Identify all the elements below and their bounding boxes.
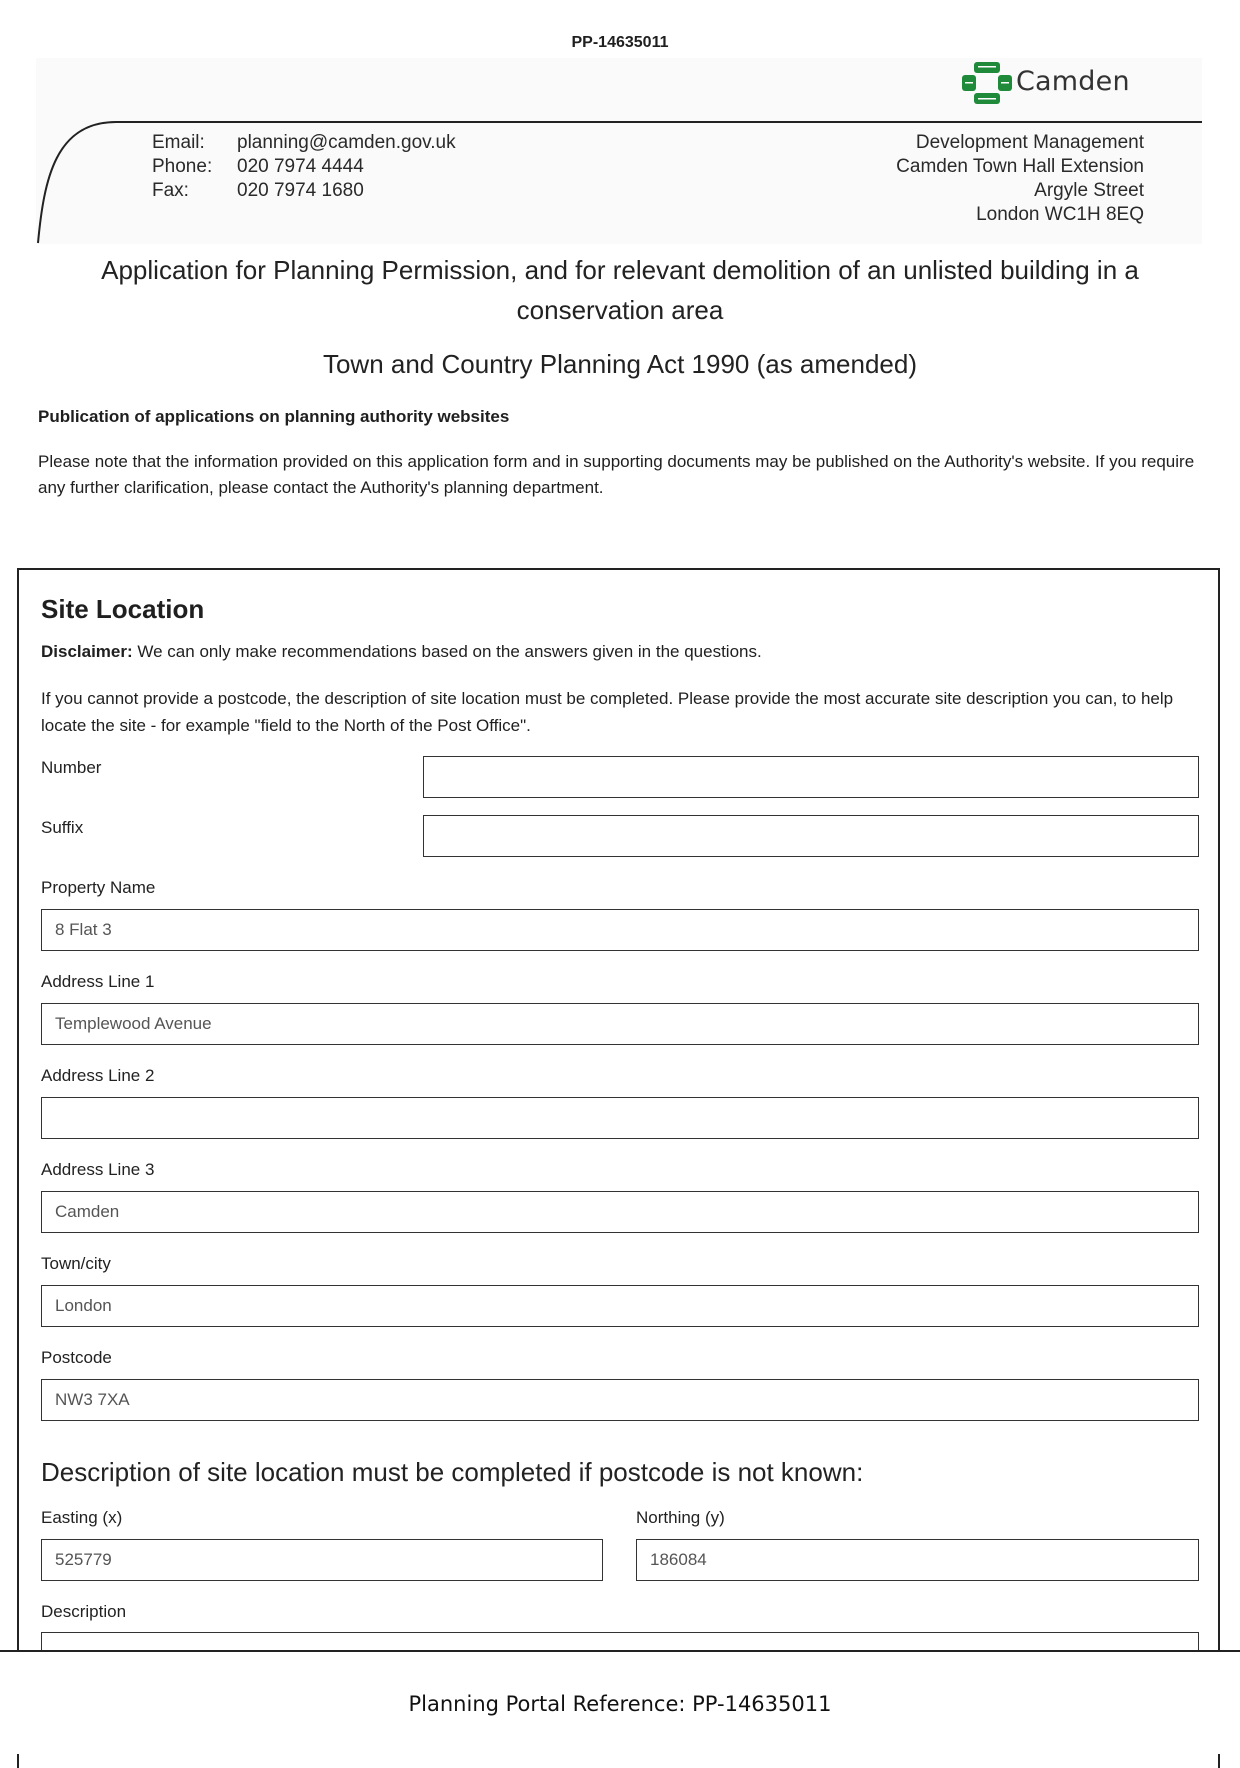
document-title: Application for Planning Permission, and for relevant demolition of an unlisted building in a conservation area [101, 255, 1139, 325]
property-name-input[interactable]: 8 Flat 3 [41, 909, 1199, 951]
reference-number: PP-14635011 [571, 34, 669, 51]
contact-values [237, 131, 456, 203]
suffix-input[interactable] [423, 815, 1199, 857]
town-city-input[interactable]: London [41, 1285, 1199, 1327]
section-title: Site Location [41, 594, 205, 624]
description-label: Description [41, 1602, 127, 1621]
disclaimer-label: Disclaimer: [41, 642, 133, 661]
address-line: Argyle Street [1034, 180, 1144, 201]
suffix-label: Suffix [41, 818, 84, 837]
phone-label: Phone: [152, 156, 213, 177]
site-instructions: If you cannot provide a postcode, the description of site location must be completed. Please provide the most accurate site description you can, to help locate the site - for example "field to the North of the Post Office". [41, 689, 1174, 735]
address-line-1-input[interactable]: Templewood Avenue [41, 1003, 1199, 1045]
contact-labels [152, 131, 212, 203]
fax-label: Fax: [152, 180, 189, 201]
disclaimer-text: We can only make recommendations based on the answers given in the questions. [132, 642, 762, 661]
address-line-3-input[interactable]: Camden [41, 1191, 1199, 1233]
description-textarea[interactable] [41, 1632, 1199, 1650]
number-input[interactable] [423, 756, 1199, 798]
easting-label: Easting (x) [41, 1508, 123, 1527]
address-line: London WC1H 8EQ [976, 204, 1144, 225]
address-line-2-label: Address Line 2 [41, 1066, 155, 1085]
camden-logo [962, 62, 1152, 106]
footer-reference: Planning Portal Reference: PP-14635011 [408, 1692, 832, 1716]
postcode-label: Postcode [41, 1348, 112, 1367]
northing-label: Northing (y) [636, 1508, 725, 1527]
number-label: Number [41, 758, 102, 777]
camden-emblem-icon [962, 62, 1012, 104]
site-location-panel [17, 568, 1220, 1768]
email-label: Email: [152, 132, 205, 153]
address-line-1-label: Address Line 1 [41, 972, 155, 991]
office-address [896, 131, 1144, 227]
email-address: planning@camden.gov.uk [237, 132, 456, 153]
publication-notice: Please note that the information provided on this application form and in supporting documents may be published on the Authority's website. If you require any further clarification, please contact the Authority's planning department. [38, 452, 1195, 497]
northing-input[interactable]: 186084 [636, 1539, 1199, 1581]
logo-wordmark: Camden [1016, 66, 1130, 97]
description-heading: Description of site location must be completed if postcode is not known: [41, 1457, 864, 1487]
phone-number: 020 7974 4444 [237, 156, 364, 177]
fax-number: 020 7974 1680 [237, 180, 364, 201]
address-line: Camden Town Hall Extension [896, 156, 1144, 177]
easting-input[interactable]: 525779 [41, 1539, 603, 1581]
address-line-3-label: Address Line 3 [41, 1160, 155, 1179]
address-line-2-input[interactable] [41, 1097, 1199, 1139]
postcode-input[interactable]: NW3 7XA [41, 1379, 1199, 1421]
publication-heading: Publication of applications on planning authority websites [38, 407, 510, 426]
address-line: Development Management [915, 132, 1144, 153]
town-city-label: Town/city [41, 1254, 111, 1273]
disclaimer [41, 642, 762, 662]
property-name-label: Property Name [41, 878, 156, 897]
document-subtitle: Town and Country Planning Act 1990 (as amended) [322, 349, 918, 379]
